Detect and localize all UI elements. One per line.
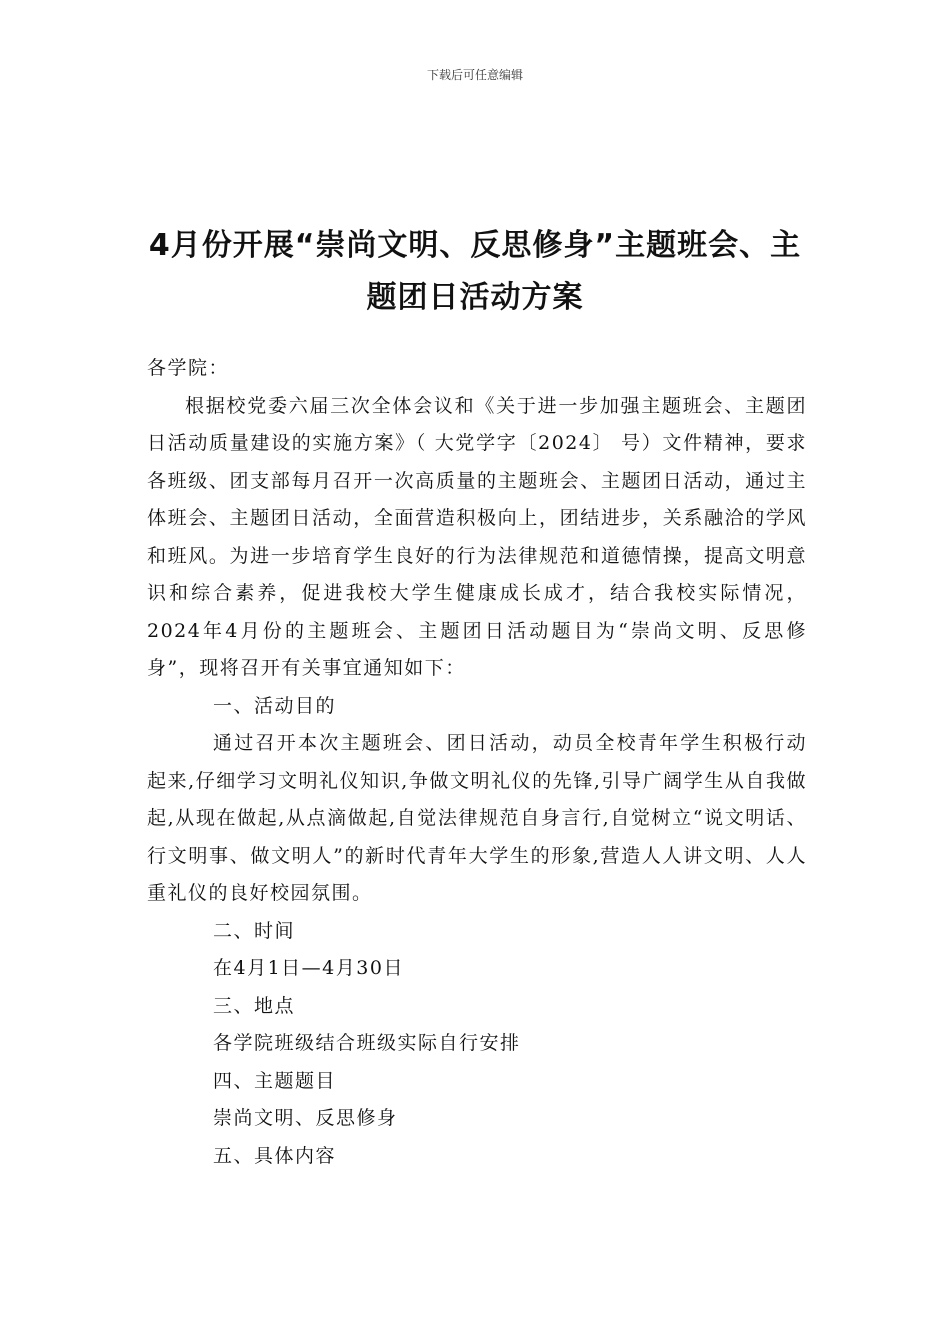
section-body-theme: 崇尚文明、反思修身 xyxy=(213,1107,398,1129)
section-heading-time: 二、时间 xyxy=(213,919,296,942)
intro-paragraph: 根据校党委六届三次全体会议和《关于进一步加强主题班会、主题团日活动质量建设的实施方案》（ 大党学字〔2024〕 号）文件精神，要求各班级、团支部每月召开一次高质量的主题班会、主题团日活动，通过主体班会、主题团日活动，全面营造积极向上，团结进步，关系融洽的学风和班风。为进一步培育学生良好的行为法律规范和道德情操，提高文明意识和综合素养，促进我校大学生健康成长成才，结合我校实际情况，2024年4月份的主题班会、主题团日活动题目为“崇尚文明、反思修身”，现将召开有关事宜通知如下： xyxy=(147,394,807,679)
section-heading-theme: 四、主题题目 xyxy=(213,1069,337,1092)
document-title: 4月份开展“崇尚文明、反思修身”主题班会、主题团日活动方案 xyxy=(148,228,802,315)
section-body-time: 在4月1日—4月30日 xyxy=(213,957,404,979)
section-heading-content: 五、具体内容 xyxy=(213,1144,337,1167)
section-heading-location: 三、地点 xyxy=(213,994,296,1017)
section-body-location: 各学院班级结合班级实际自行安排 xyxy=(213,1032,521,1054)
section-heading-purpose: 一、活动目的 xyxy=(213,694,337,717)
section-body-purpose: 通过召开本次主题班会、团日活动，动员全校青年学生积极行动起来,仔细学习文明礼仪知识,争做文明礼仪的先锋,引导广阔学生从自我做起,从现在做起,从点滴做起,自觉法律规范自身言行,自觉树立“说文明话、行文明事、做文明人”的新时代青年大学生的形象,营造人人讲文明、人人重礼仪的良好校园氛围。 xyxy=(147,732,807,904)
salutation: 各学院： xyxy=(147,357,230,379)
header-note: 下载后可任意编辑 xyxy=(426,68,523,82)
document-body xyxy=(147,350,807,1175)
